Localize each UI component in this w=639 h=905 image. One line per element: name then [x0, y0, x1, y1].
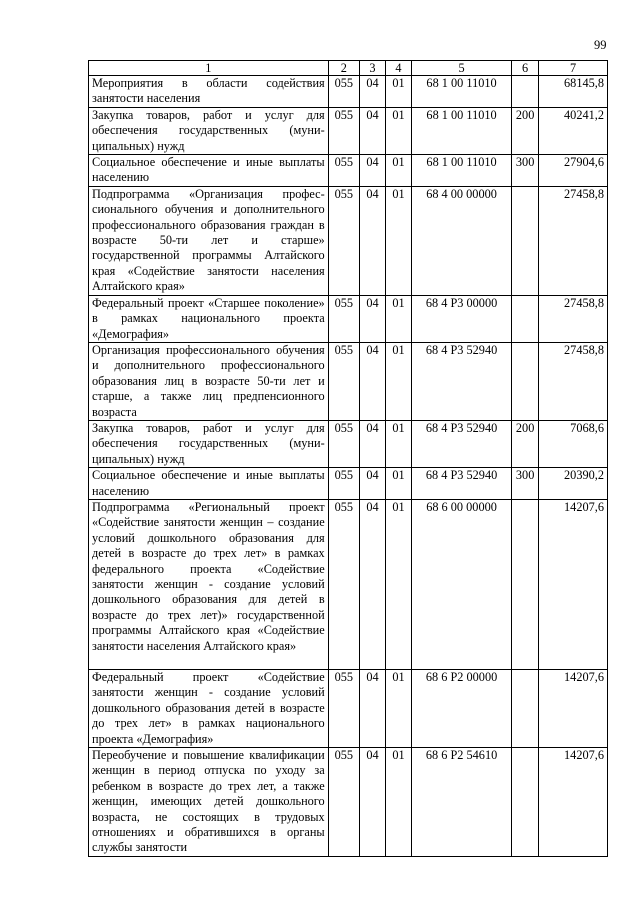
column-header: 3 — [359, 61, 385, 76]
table-row — [89, 499, 608, 669]
amount-cell: 68145,8 — [539, 76, 608, 108]
amount-cell: 27458,8 — [539, 342, 608, 420]
subsection-cell: 01 — [385, 76, 411, 108]
section-cell: 04 — [359, 295, 385, 342]
admin-code-cell: 055 — [328, 342, 359, 420]
admin-code-cell: 055 — [328, 468, 359, 500]
column-header: 7 — [539, 61, 608, 76]
target-article-cell: 68 4 P3 52940 — [412, 420, 512, 467]
expense-type-cell — [512, 76, 539, 108]
target-article-cell: 68 1 00 11010 — [412, 155, 512, 187]
section-cell: 04 — [359, 468, 385, 500]
column-header: 6 — [512, 61, 539, 76]
table-row — [89, 76, 608, 108]
table-row — [89, 468, 608, 500]
table-row — [89, 669, 608, 747]
row-name-cell: Организация профессионального обучения и дополнительного профессионального образования лиц в возрасте 50-ти лет и старше, а также лиц предпенсионного возраста — [89, 342, 329, 420]
expense-type-cell: 200 — [512, 420, 539, 467]
admin-code-cell: 055 — [328, 499, 359, 669]
table-row — [89, 342, 608, 420]
section-cell: 04 — [359, 76, 385, 108]
section-cell: 04 — [359, 499, 385, 669]
row-name-cell: Переобучение и повышение квалификации женщин в период отпуска по уходу за ребенком в возрасте до трех лет, а также женщин, имеющих детей дошкольного возраста, не состоящих в трудовых отношениях и обратившихся в органы службы занятости — [89, 748, 329, 857]
admin-code-cell: 055 — [328, 107, 359, 154]
admin-code-cell: 055 — [328, 76, 359, 108]
table-row — [89, 155, 608, 187]
subsection-cell: 01 — [385, 468, 411, 500]
table-row — [89, 420, 608, 467]
section-cell: 04 — [359, 748, 385, 857]
expense-type-cell: 300 — [512, 155, 539, 187]
admin-code-cell: 055 — [328, 155, 359, 187]
target-article-cell: 68 4 00 00000 — [412, 186, 512, 295]
expense-type-cell — [512, 342, 539, 420]
table-row — [89, 295, 608, 342]
target-article-cell: 68 6 P2 00000 — [412, 669, 512, 747]
row-name-cell: Мероприятия в области содействия занятости населения — [89, 76, 329, 108]
subsection-cell: 01 — [385, 420, 411, 467]
amount-cell: 14207,6 — [539, 499, 608, 669]
section-cell: 04 — [359, 155, 385, 187]
row-name-cell: Социальное обеспечение и иные выплаты населению — [89, 155, 329, 187]
target-article-cell: 68 6 00 00000 — [412, 499, 512, 669]
section-cell: 04 — [359, 342, 385, 420]
subsection-cell: 01 — [385, 107, 411, 154]
table-body — [89, 76, 608, 857]
subsection-cell: 01 — [385, 342, 411, 420]
admin-code-cell: 055 — [328, 295, 359, 342]
amount-cell: 27458,8 — [539, 295, 608, 342]
subsection-cell: 01 — [385, 295, 411, 342]
expense-type-cell — [512, 186, 539, 295]
expense-type-cell — [512, 499, 539, 669]
admin-code-cell: 055 — [328, 669, 359, 747]
expense-type-cell: 200 — [512, 107, 539, 154]
column-header: 1 — [89, 61, 329, 76]
row-name-cell: Подпрограмма «Организация профессионального обучения и дополнительного профессионального образования граждан в возрасте 50-ти лет и старше» государственной программы Алтайского края «Содействие занятости населения Алтайского края» — [89, 186, 329, 295]
column-header: 5 — [412, 61, 512, 76]
target-article-cell: 68 4 P3 52940 — [412, 342, 512, 420]
row-name-cell: Федеральный проект «Старшее поколение» в рамках национального проекта «Демография» — [89, 295, 329, 342]
admin-code-cell: 055 — [328, 420, 359, 467]
target-article-cell: 68 6 P2 54610 — [412, 748, 512, 857]
subsection-cell: 01 — [385, 499, 411, 669]
column-header: 2 — [328, 61, 359, 76]
amount-cell: 7068,6 — [539, 420, 608, 467]
budget-table — [88, 60, 608, 857]
target-article-cell: 68 1 00 11010 — [412, 107, 512, 154]
subsection-cell: 01 — [385, 186, 411, 295]
amount-cell: 27904,6 — [539, 155, 608, 187]
row-name-cell: Закупка товаров, работ и услуг для обеспечения государственных (муниципальных) нужд — [89, 420, 329, 467]
amount-cell: 20390,2 — [539, 468, 608, 500]
column-header: 4 — [385, 61, 411, 76]
table-row — [89, 748, 608, 857]
subsection-cell: 01 — [385, 669, 411, 747]
row-name-cell: Социальное обеспечение и иные выплаты населению — [89, 468, 329, 500]
section-cell: 04 — [359, 186, 385, 295]
expense-type-cell — [512, 748, 539, 857]
target-article-cell: 68 1 00 11010 — [412, 76, 512, 108]
section-cell: 04 — [359, 420, 385, 467]
target-article-cell: 68 4 P3 00000 — [412, 295, 512, 342]
target-article-cell: 68 4 P3 52940 — [412, 468, 512, 500]
amount-cell: 27458,8 — [539, 186, 608, 295]
section-cell: 04 — [359, 669, 385, 747]
table-row — [89, 107, 608, 154]
page-number: 99 — [594, 38, 607, 52]
expense-type-cell: 300 — [512, 468, 539, 500]
section-cell: 04 — [359, 107, 385, 154]
table-row — [89, 186, 608, 295]
admin-code-cell: 055 — [328, 186, 359, 295]
row-name-cell: Закупка товаров, работ и услуг для обеспечения государственных (муниципальных) нужд — [89, 107, 329, 154]
amount-cell: 14207,6 — [539, 669, 608, 747]
subsection-cell: 01 — [385, 155, 411, 187]
subsection-cell: 01 — [385, 748, 411, 857]
amount-cell: 40241,2 — [539, 107, 608, 154]
expense-type-cell — [512, 669, 539, 747]
table-header — [89, 61, 608, 76]
column-number-row — [89, 61, 608, 76]
row-name-cell: Федеральный проект «Содействие занятости женщин - создание условий дошкольного образования детей в возрасте до трех лет» в рамках национального проекта «Демография» — [89, 669, 329, 747]
admin-code-cell: 055 — [328, 748, 359, 857]
row-name-cell: Подпрограмма «Региональный проект «Содействие занятости женщин – создание условий дошкольного образования для детей в возрасте до трех лет» в рамках федерального проекта «Содействие занятости женщин - создание условий дошкольного образования для детей в возрасте до трех лет)» государственной программы Алтайского края «Содействие занятости населения Алтайского края» — [89, 499, 329, 669]
expense-type-cell — [512, 295, 539, 342]
amount-cell: 14207,6 — [539, 748, 608, 857]
